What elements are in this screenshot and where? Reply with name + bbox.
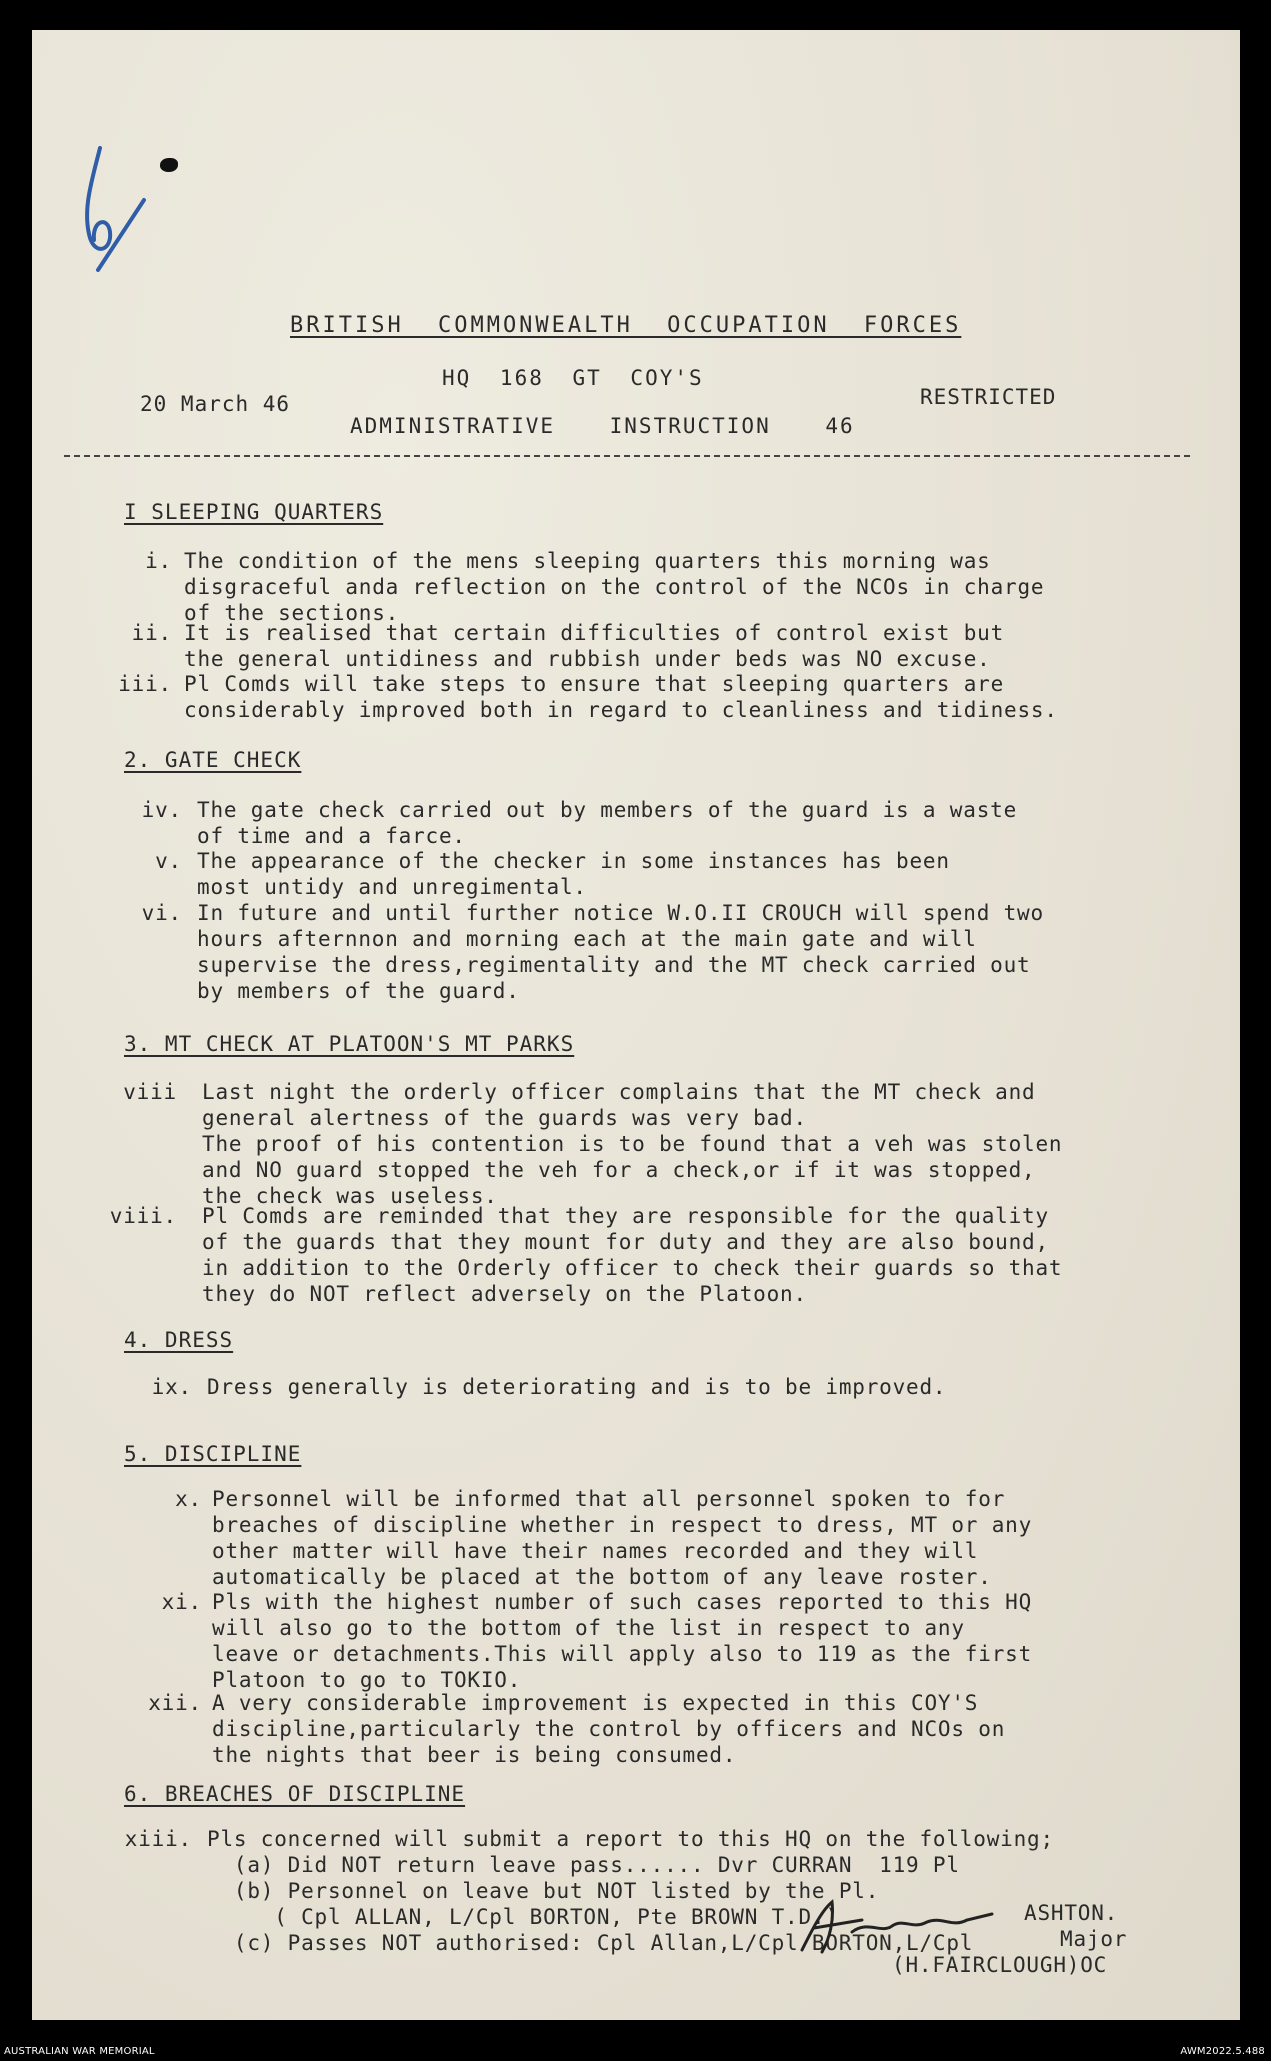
signature-name-tail: ASHTON. [1024,1901,1119,1925]
classification-label: RESTRICTED [920,385,1057,409]
instruction-title: ADMINISTRATIVE INSTRUCTION 46 [350,414,855,438]
document-title: BRITISH COMMONWEALTH OCCUPATION FORCES [290,313,962,338]
paragraph-line: discipline,particularly the control by officers and NCOs on [212,1717,1006,1741]
paragraph-number: ii. [131,621,172,645]
paragraph-line: the nights that beer is being consumed. [212,1743,737,1767]
paragraph-line: Pls concerned will submit a report to this HQ on the following; [207,1827,1054,1851]
paragraph-number: xi. [161,1590,202,1614]
paragraph-line: in addition to the Orderly officer to check their guards so that [202,1256,1063,1280]
paragraph-line: Pl Comds will take steps to ensure that sleeping quarters are [184,672,1005,696]
paragraph-line: Dress generally is deteriorating and is to be improved. [207,1375,947,1399]
paragraph-number: i. [145,549,172,573]
paragraph-line: of the guards that they mount for duty and they are also bound, [202,1230,1049,1254]
paragraph-number: xii. [148,1691,202,1715]
paragraph-line: ( Cpl ALLAN, L/Cpl BORTON, Pte BROWN T.D.) [207,1905,839,1929]
section-heading: 2. GATE CHECK [124,748,302,772]
paragraph-line: (b) Personnel on leave but NOT listed by the Pl. [207,1879,880,1903]
paragraph-number: viii. [109,1204,177,1228]
paragraph-line: automatically be placed at the bottom of any leave roster. [212,1565,992,1589]
paragraph-number: vi. [141,901,182,925]
paragraph-line: Pls with the highest number of such cases reported to this HQ [212,1590,1033,1614]
paragraph-line: The appearance of the checker in some instances has been [197,849,950,873]
paragraph-number: xiii. [124,1827,192,1851]
paragraph-line: The gate check carried out by members of the guard is a waste [197,798,1018,822]
section-heading: 6. BREACHES OF DISCIPLINE [124,1782,466,1806]
paragraph-line: the general untidiness and rubbish under beds was NO excuse. [184,647,991,671]
paragraph-line: general alertness of the guards was very bad. [202,1106,807,1130]
paragraph-line: disgraceful anda reflection on the control of the NCOs in charge [184,575,1045,599]
paragraph-line: hours afternnon and morning each at the main gate and will [197,927,977,951]
header-divider [64,455,1190,457]
paragraph-line: breaches of discipline whether in respect to dress, MT or any [212,1513,1033,1537]
paragraph-line: supervise the dress,regimentality and the MT check carried out [197,953,1031,977]
paragraph-line: they do NOT reflect adversely on the Platoon. [202,1282,807,1306]
paragraph-line: and NO guard stopped the veh for a check,or if it was stopped, [202,1158,1036,1182]
paragraph-line: Pl Comds are reminded that they are responsible for the quality [202,1204,1049,1228]
paragraph-line: of time and a farce. [197,824,466,848]
signatory: (H.FAIRCLOUGH)OC [892,1953,1108,1977]
paragraph-number: ix. [151,1375,192,1399]
paragraph-line: A very considerable improvement is expected in this COY'S [212,1691,979,1715]
paragraph-line: The proof of his contention is to be found that a veh was stolen [202,1132,1063,1156]
section-heading: 3. MT CHECK AT PLATOON'S MT PARKS [124,1032,575,1056]
document-page [32,30,1240,2020]
footer-institution: AUSTRALIAN WAR MEMORIAL [4,2046,155,2057]
punch-hole [160,158,178,172]
paragraph-number: iii. [118,672,172,696]
paragraph-line: It is realised that certain difficulties of control exist but [184,621,1005,645]
paragraph-line: of the sections. [184,601,400,625]
paragraph-line: will also go to the bottom of the list in respect to any [212,1616,965,1640]
paragraph-line: (a) Did NOT return leave pass...... Dvr CURRAN 119 Pl [207,1853,960,1877]
paragraph-line: considerably improved both in regard to cleanliness and tidiness. [184,698,1058,722]
paragraph-number: iv. [141,798,182,822]
paragraph-line: by members of the guard. [197,979,520,1003]
paragraph-line: leave or detachments.This will apply also to 119 as the first [212,1642,1033,1666]
footer-accession: AWM2022.5.488 [1180,2046,1265,2057]
paragraph-line: Personnel will be informed that all personnel spoken to for [212,1487,1006,1511]
paragraph-line: Platoon to go to TOKIO. [212,1668,522,1692]
pencil-annotation-icon [62,140,152,280]
signature-block [792,1900,1128,2000]
paragraph-line: Last night the orderly officer complains that the MT check and [202,1080,1036,1104]
paragraph-line: In future and until further notice W.O.II CROUCH will spend two [197,901,1044,925]
section-heading: 5. DISCIPLINE [124,1442,302,1466]
paragraph-line: most untidy and unregimental. [197,875,587,899]
paragraph-line: the check was useless. [202,1184,498,1208]
section-heading: 4. DRESS [124,1328,234,1352]
paragraph-number: v. [155,849,182,873]
document-date: 20 March 46 [140,392,291,416]
paragraph-line: The condition of the mens sleeping quarters this morning was [184,549,991,573]
paragraph-number: x. [175,1487,202,1511]
paragraph-line: other matter will have their names recorded and they will [212,1539,979,1563]
signature-rank: Major [1060,1927,1128,1951]
section-heading: I SLEEPING QUARTERS [124,500,384,524]
paragraph-number: viii [123,1080,177,1104]
handwritten-signature-icon [792,1890,1022,1960]
hq-line: HQ 168 GT COY'S [442,366,704,390]
paragraph-line: (c) Passes NOT authorised: Cpl Allan,L/Cpl BORTON,L/Cpl [207,1931,974,1955]
